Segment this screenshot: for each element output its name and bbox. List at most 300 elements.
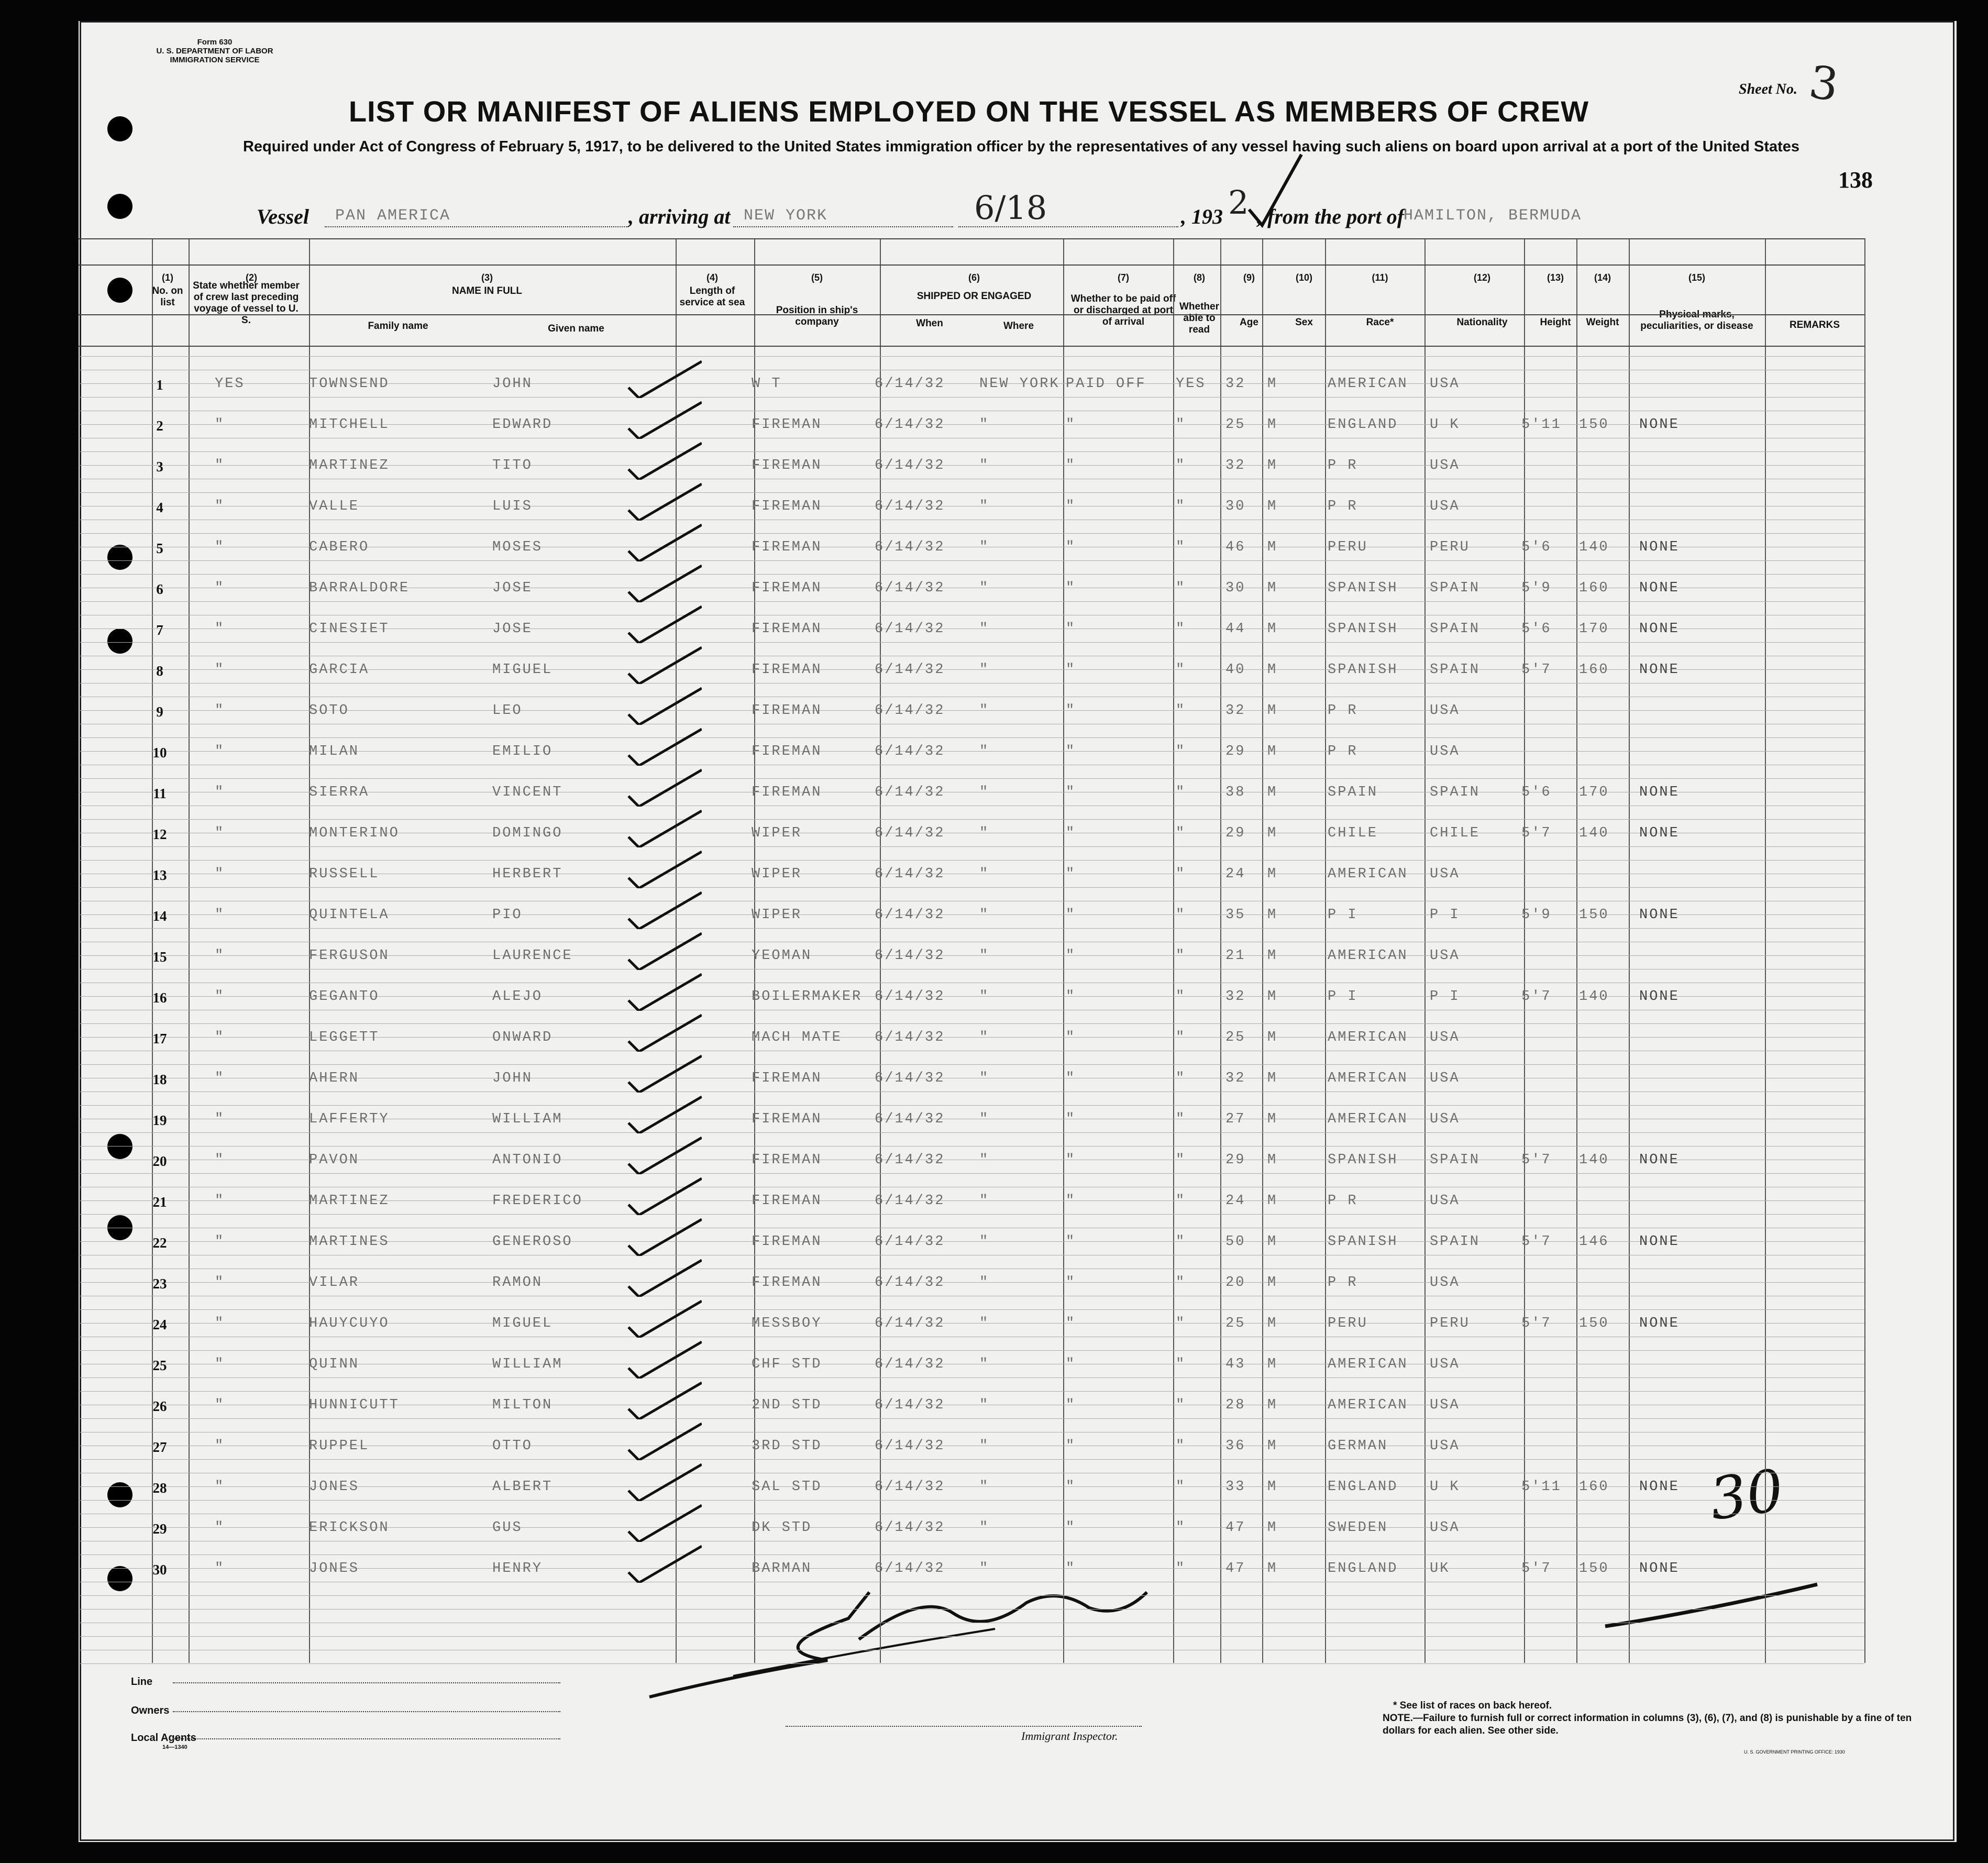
cell-where: " [979,1397,990,1413]
check-mark [618,806,702,847]
check-mark [618,846,702,888]
cell-given-name: GUS [492,1520,523,1536]
cell-position: FIREMAN [752,1152,822,1168]
table-row-rule [79,928,1864,929]
cell-age: 46 [1225,539,1246,555]
cell-race: AMERICAN [1328,1071,1408,1086]
cell-paid-off: " [1066,1234,1076,1250]
col-num: (2) [246,272,257,283]
cell-where: " [979,1030,990,1045]
cell-where: " [979,1111,990,1127]
check-mark [618,397,702,439]
cell-prev-voyage: " [215,907,225,923]
cell-where: " [979,989,990,1005]
cell-nationality: USA [1430,1111,1460,1127]
cell-height: 5'7 [1521,825,1552,841]
col-header-no: No. on list [152,285,183,308]
cell-family-name: BARRALDORE [309,580,410,596]
cell-age: 32 [1225,989,1246,1005]
cell-sex: M [1267,1071,1278,1086]
cell-age: 20 [1225,1275,1246,1291]
cell-where: " [979,417,990,433]
row-number: 28 [152,1480,167,1496]
cell-nationality: U K [1430,1479,1460,1495]
cell-paid-off: PAID OFF [1066,376,1146,392]
local-agents-code: 14—1340 [162,1744,187,1750]
cell-sex: M [1267,539,1278,555]
table-row-rule [79,1064,1864,1065]
cell-race: P R [1328,499,1358,514]
cell-weight: 170 [1579,785,1609,800]
vessel-underline [325,226,628,227]
cell-sex: M [1267,1479,1278,1495]
cell-prev-voyage: YES [215,376,245,392]
cell-prev-voyage: " [215,662,225,678]
cell-physical-marks: NONE [1639,989,1680,1005]
row-number: 1 [156,377,163,393]
cell-position: FIREMAN [752,1111,822,1127]
cell-family-name: ERICKSON [309,1520,390,1536]
col-num: (6) [968,272,980,283]
col-num: (14) [1594,272,1611,283]
cell-physical-marks: NONE [1639,417,1680,433]
cell-nationality: SPAIN [1430,662,1481,678]
table-header-rule [79,314,1864,315]
cell-nationality: USA [1430,499,1460,514]
cell-position: FIREMAN [752,785,822,800]
cell-sex: M [1267,580,1278,596]
cell-nationality: USA [1430,1275,1460,1291]
cell-age: 32 [1225,703,1246,719]
cell-position: W T [752,376,782,392]
cell-position: DK STD [752,1520,812,1536]
cell-where: " [979,1357,990,1372]
cell-height: 5'6 [1521,621,1552,637]
row-number: 17 [152,1031,167,1046]
cell-prev-voyage: " [215,989,225,1005]
cell-age: 25 [1225,1030,1246,1045]
cell-age: 35 [1225,907,1246,923]
row-number: 21 [152,1194,167,1210]
cell-sex: M [1267,1520,1278,1536]
cell-height: 5'6 [1521,785,1552,800]
row-number: 8 [156,663,163,679]
cell-where: " [979,948,990,964]
cell-physical-marks: NONE [1639,1234,1680,1250]
cell-sex: M [1267,1193,1278,1209]
cell-when: 6/14/32 [875,744,945,759]
cell-position: FIREMAN [752,703,822,719]
department: U. S. DEPARTMENT OF LABOR [156,47,273,56]
table-row-rule [79,1350,1864,1351]
cell-position: FIREMAN [752,621,822,637]
check-mark [618,1377,702,1419]
col-num: (12) [1473,272,1490,283]
cell-position: FIREMAN [752,499,822,514]
cell-sex: M [1267,1357,1278,1372]
cell-when: 6/14/32 [875,866,945,882]
col-header-length: Length of service at sea [679,285,745,308]
cell-race: AMERICAN [1328,948,1408,964]
cell-family-name: MITCHELL [309,417,390,433]
cell-able-to-read: " [1176,744,1186,759]
col-num: (13) [1547,272,1564,283]
cell-where: " [979,866,990,882]
cell-prev-voyage: " [215,948,225,964]
cell-able-to-read: " [1176,948,1186,964]
cell-given-name: ALEJO [492,989,543,1005]
table-row-rule [79,356,1864,357]
cell-given-name: MILTON [492,1397,553,1413]
cell-position: WIPER [752,907,802,923]
cell-given-name: LAURENCE [492,948,573,964]
cell-when: 6/14/32 [875,1030,945,1045]
table-row-rule [79,1609,1864,1610]
cell-nationality: CHILE [1430,825,1481,841]
check-mark [618,1010,702,1052]
col-header-given-name: Given name [548,323,604,334]
cell-when: 6/14/32 [875,539,945,555]
cell-where: " [979,907,990,923]
cell-height: 5'11 [1521,1479,1562,1495]
cell-height: 5'7 [1521,1316,1552,1331]
table-row-rule [79,683,1864,684]
cell-position: FIREMAN [752,1234,822,1250]
cell-given-name: MOSES [492,539,543,555]
cell-paid-off: " [1066,580,1076,596]
printer-imprint: U. S. GOVERNMENT PRINTING OFFICE: 1930 [1744,1749,1845,1755]
cell-nationality: PERU [1430,539,1470,555]
cell-paid-off: " [1066,866,1076,882]
cell-where: " [979,703,990,719]
cell-where: " [979,1275,990,1291]
cell-when: 6/14/32 [875,580,945,596]
cell-prev-voyage: " [215,458,225,473]
cell-paid-off: " [1066,785,1076,800]
cell-sex: M [1267,1275,1278,1291]
cell-height: 5'7 [1521,1152,1552,1168]
cell-where: " [979,662,990,678]
scan-frame-bottom [0,1842,1988,1863]
cell-able-to-read: " [1176,785,1186,800]
check-mark [618,1418,702,1460]
table-column-rule [1325,238,1326,1663]
col-header-height: Height [1540,317,1571,328]
col-header-shipped: SHIPPED OR ENGAGED [916,291,1032,302]
from-port: HAMILTON, BERMUDA [1404,207,1582,225]
table-row-rule [79,819,1864,820]
check-mark [618,969,702,1011]
cell-age: 32 [1225,458,1246,473]
cell-family-name: MONTERINO [309,825,400,841]
cell-paid-off: " [1066,1561,1076,1577]
cell-able-to-read: " [1176,1275,1186,1291]
cell-where: " [979,744,990,759]
line-field [173,1682,560,1683]
cell-sex: M [1267,907,1278,923]
cell-weight: 150 [1579,1316,1609,1331]
punch-hole [107,194,132,219]
table-row-rule [79,1023,1864,1024]
row-number: 25 [152,1358,167,1373]
cell-where: " [979,1193,990,1209]
vessel-name: PAN AMERICA [335,207,451,225]
cell-sex: M [1267,948,1278,964]
cell-where: " [979,1152,990,1168]
cell-able-to-read: " [1176,1316,1186,1331]
row-number: 10 [152,745,167,760]
col-num: (9) [1243,272,1255,283]
owners-label: Owners [131,1705,170,1716]
cell-given-name: ANTONIO [492,1152,563,1168]
cell-prev-voyage: " [215,621,225,637]
cell-family-name: CABERO [309,539,370,555]
cell-race: P R [1328,458,1358,473]
row-number: 7 [156,622,163,638]
cell-family-name: SOTO [309,703,349,719]
cell-height: 5'9 [1521,580,1552,596]
cell-able-to-read: " [1176,1234,1186,1250]
table-header-rule [79,238,1864,239]
cell-age: 30 [1225,499,1246,514]
col-header-sex: Sex [1295,317,1313,328]
cell-prev-voyage: " [215,1561,225,1577]
cell-family-name: VALLE [309,499,360,514]
cell-weight: 150 [1579,1561,1609,1577]
scan-frame-right [1957,0,1988,1863]
cell-nationality: USA [1430,1193,1460,1209]
cell-given-name: HENRY [492,1561,543,1577]
table-row-rule [79,642,1864,643]
stamp-number: 138 [1838,167,1873,193]
cell-able-to-read: " [1176,1520,1186,1536]
cell-position: WIPER [752,866,802,882]
col-num: (5) [811,272,823,283]
col-header-position: Position in ship's company [776,305,858,327]
cell-when: 6/14/32 [875,948,945,964]
cell-physical-marks: NONE [1639,1316,1680,1331]
table-row-rule [79,778,1864,779]
inspector-line [786,1726,1142,1727]
cell-nationality: SPAIN [1430,785,1481,800]
col-header-remarks: REMARKS [1789,319,1840,330]
cell-where: " [979,1316,990,1331]
cell-able-to-read: " [1176,1397,1186,1413]
table-row-rule [79,1391,1864,1392]
col-header-nationality: Nationality [1456,317,1508,328]
cell-given-name: ONWARD [492,1030,553,1045]
punch-hole [107,278,132,303]
cell-position: 3RD STD [752,1438,822,1454]
table-row-rule [79,846,1864,847]
cell-where: " [979,1234,990,1250]
table-row-rule [79,1500,1864,1501]
row-number: 15 [152,949,167,965]
cell-nationality: UK [1430,1561,1450,1577]
cell-family-name: GARCIA [309,662,370,678]
cell-sex: M [1267,1316,1278,1331]
cell-race: GERMAN [1328,1438,1388,1454]
cell-sex: M [1267,1111,1278,1127]
cell-age: 29 [1225,825,1246,841]
cell-able-to-read: " [1176,1479,1186,1495]
cell-weight: 140 [1579,539,1609,555]
cell-given-name: PIO [492,907,523,923]
col-header-age: Age [1240,317,1258,328]
col-header-race: Race* [1366,317,1394,328]
cell-nationality: U K [1430,417,1460,433]
cell-given-name: JOSE [492,621,533,637]
cell-family-name: MARTINEZ [309,458,390,473]
table-column-rule [1576,238,1577,1663]
cell-where: " [979,1479,990,1495]
check-mark [618,724,702,766]
arriving-port: NEW YORK [744,207,828,225]
table-column-rule [1765,238,1766,1663]
cell-weight: 140 [1579,989,1609,1005]
cell-sex: M [1267,703,1278,719]
cell-position: BOILERMAKER [752,989,863,1005]
punch-hole [107,545,132,570]
inspector-label: Immigrant Inspector. [1021,1729,1118,1743]
cell-given-name: WILLIAM [492,1111,563,1127]
cell-prev-voyage: " [215,1030,225,1045]
cell-given-name: TITO [492,458,533,473]
cell-nationality: USA [1430,1397,1460,1413]
local-agents-label: Local Agents [131,1732,196,1744]
table-row-rule [79,1146,1864,1147]
page-title: LIST OR MANIFEST OF ALIENS EMPLOYED ON THE VESSEL AS MEMBERS OF CREW [348,95,1589,128]
cell-paid-off: " [1066,417,1076,433]
table-row-rule [79,887,1864,888]
cell-prev-voyage: " [215,744,225,759]
table-column-rule [1220,238,1221,1663]
cell-nationality: USA [1430,1030,1460,1045]
table-column-rule [1864,238,1865,1663]
cell-height: 5'7 [1521,989,1552,1005]
cell-paid-off: " [1066,499,1076,514]
table-row-rule [79,560,1864,561]
cell-able-to-read: " [1176,417,1186,433]
col-num: (3) [481,272,493,283]
check-mark [618,1296,702,1338]
check-mark [618,1173,702,1215]
cell-position: FIREMAN [752,458,822,473]
cell-position: CHF STD [752,1357,822,1372]
cell-when: 6/14/32 [875,499,945,514]
check-mark [618,356,702,398]
cell-paid-off: " [1066,539,1076,555]
cell-race: AMERICAN [1328,1030,1408,1045]
cell-position: FIREMAN [752,539,822,555]
row-number: 11 [153,786,167,801]
cell-able-to-read: " [1176,1193,1186,1209]
cell-age: 40 [1225,662,1246,678]
cell-given-name: LEO [492,703,523,719]
cell-sex: M [1267,499,1278,514]
cell-family-name: SIERRA [309,785,370,800]
cell-prev-voyage: " [215,1479,225,1495]
cell-paid-off: " [1066,621,1076,637]
cell-paid-off: " [1066,1438,1076,1454]
cell-given-name: JOHN [492,376,533,392]
cell-race: P I [1328,989,1358,1005]
check-mark [618,1255,702,1297]
cell-age: 36 [1225,1438,1246,1454]
cell-able-to-read: " [1176,1152,1186,1168]
arrival-date: 6/18 [974,189,1047,227]
cell-weight: 170 [1579,621,1609,637]
cell-when: 6/14/32 [875,1397,945,1413]
cell-given-name: JOHN [492,1071,533,1086]
race-note: * See list of races on back hereof. [1393,1700,1552,1711]
cell-when: 6/14/32 [875,1071,945,1086]
check-mark [618,1541,702,1583]
cell-paid-off: " [1066,1030,1076,1045]
local-agents-field [173,1738,560,1739]
col-num: (7) [1118,272,1129,283]
cell-when: 6/14/32 [875,376,945,392]
table-row-rule [79,451,1864,452]
cell-nationality: SPAIN [1430,1152,1481,1168]
cell-sex: M [1267,417,1278,433]
cell-age: 43 [1225,1357,1246,1372]
row-number: 29 [152,1521,167,1537]
cell-physical-marks: NONE [1639,662,1680,678]
table-row-rule [79,1214,1864,1215]
table-row-rule [79,1132,1864,1133]
cell-family-name: VILAR [309,1275,360,1291]
table-row-rule [79,1309,1864,1310]
cell-position: FIREMAN [752,1071,822,1086]
sheet-number-label: Sheet No. [1739,81,1797,97]
cell-race: SPAIN [1328,785,1378,800]
table-row-rule [79,397,1864,398]
cell-nationality: P I [1430,989,1460,1005]
cell-given-name: WILLIAM [492,1357,563,1372]
cell-when: 6/14/32 [875,1561,945,1577]
cell-age: 47 [1225,1561,1246,1577]
cell-able-to-read: " [1176,1030,1186,1045]
cell-race: PERU [1328,1316,1368,1331]
cell-race: ENGLAND [1328,1561,1398,1577]
cell-prev-voyage: " [215,703,225,719]
cell-race: SWEDEN [1328,1520,1388,1536]
check-mark [618,1092,702,1133]
cell-when: 6/14/32 [875,825,945,841]
cell-nationality: SPAIN [1430,1234,1481,1250]
row-number: 4 [156,500,163,515]
punch-hole [107,1134,132,1159]
table-row-rule [79,860,1864,861]
row-number: 24 [152,1317,167,1332]
table-column-rule [1424,238,1426,1663]
table-row-rule [79,1377,1864,1378]
check-mark [618,928,702,970]
cell-paid-off: " [1066,1152,1076,1168]
cell-when: 6/14/32 [875,1316,945,1331]
cell-family-name: LEGGETT [309,1030,380,1045]
cell-physical-marks: NONE [1639,907,1680,923]
cell-prev-voyage: " [215,499,225,514]
cell-able-to-read: " [1176,499,1186,514]
cell-sex: M [1267,1561,1278,1577]
row-number: 19 [152,1112,167,1128]
punch-hole [107,1566,132,1591]
cell-nationality: USA [1430,1357,1460,1372]
cell-paid-off: " [1066,1357,1076,1372]
col-header-paid-off: Whether to be paid off or discharged at port of arrival [1070,293,1176,327]
